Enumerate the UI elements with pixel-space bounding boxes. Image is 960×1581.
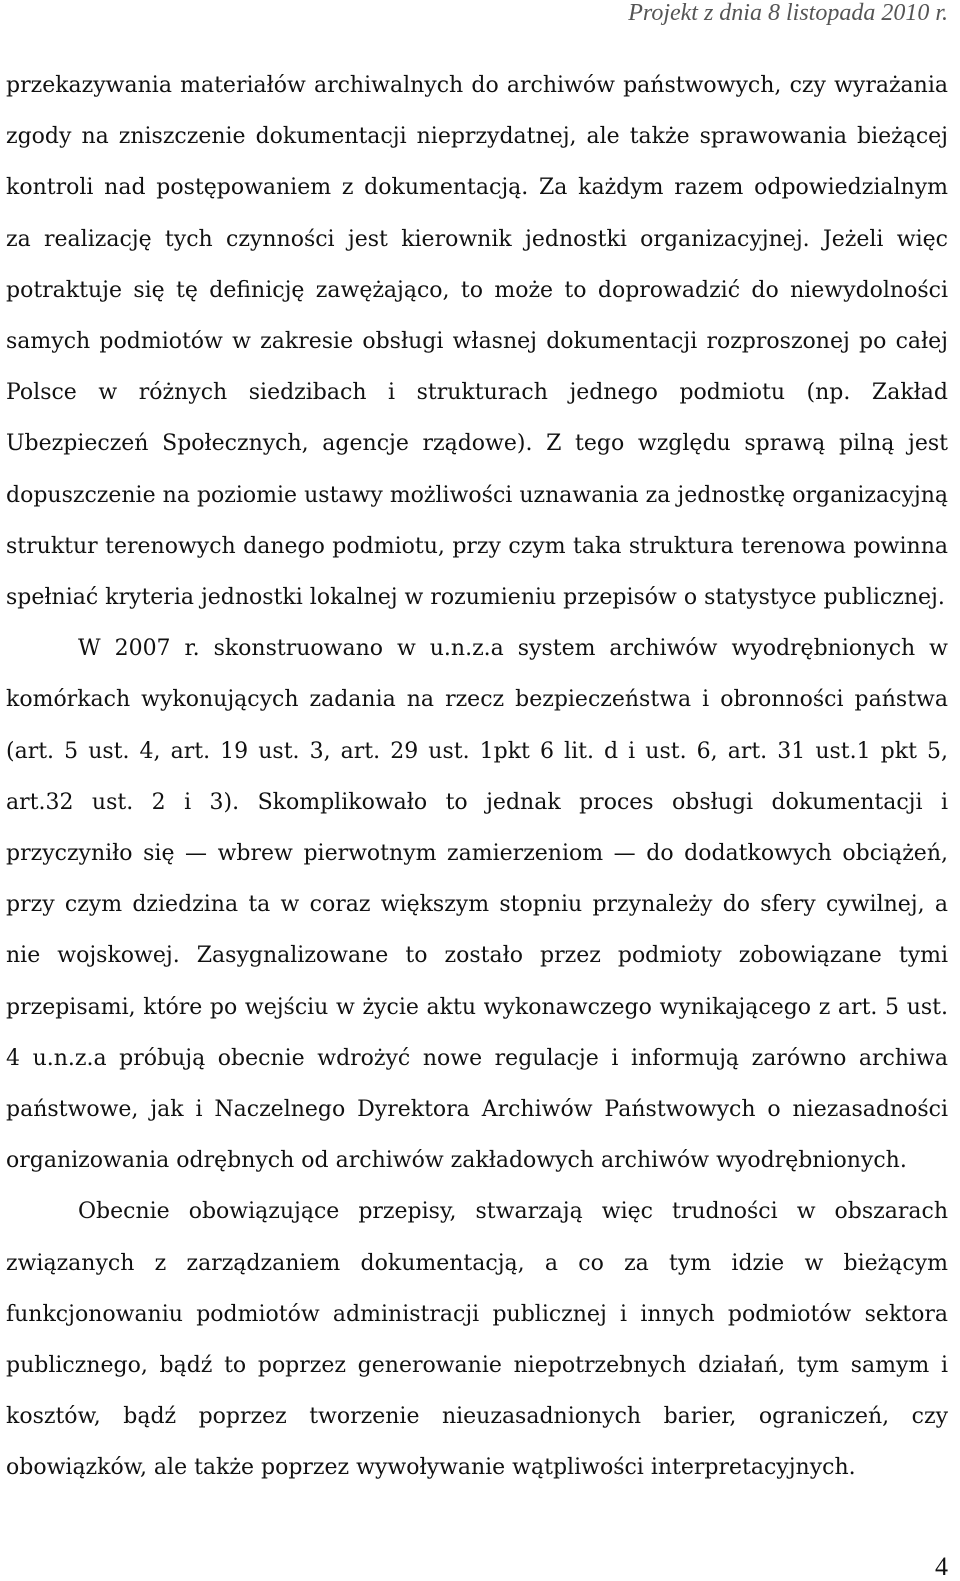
document-header: Projekt z dnia 8 listopada 2010 r.: [628, 0, 948, 26]
paragraph: W 2007 r. skonstruowano w u.n.z.a system archiwów wyodrębnionych w komórkach wykonujących zadania na rzecz bezpieczeństwa i obronności państwa (art. 5 ust. 4, art. 19 ust. 3, art. 29 ust. 1pkt 6 lit. d i ust. 6, art. 31 ust.1 pkt 5, art.32 ust. 2 i 3). Skomplikowało to jednak proces obsługi dokumentacji i przyczyniło się — wbrew pierwotnym zamierzeniom — do dodatkowych obciążeń, przy czym dziedzina ta w coraz większym stopniu przynależy do sfery cywilnej, a nie wojskowej. Zasygnalizowane to zostało przez podmioty zobowiązane tymi przepisami, które po wejściu w życie aktu wykonawczego wynikającego z art. 5 ust. 4 u.n.z.a próbują obecnie wdrożyć nowe regulacje i informują zarówno archiwa państwowe, jak i Naczelnego Dyrektora Archiwów Państwowych o niezasadności organizowania odrębnych od archiwów zakładowych archiwów wyodrębnionych.: [6, 636, 948, 1174]
document-body: [6, 60, 948, 1494]
paragraph: przekazywania materiałów archiwalnych do archiwów państwowych, czy wyrażania zgody na zniszczenie dokumentacji nieprzydatnej, ale także sprawowania bieżącej kontroli nad postępowaniem z dokumentacją. Za każdym razem odpowiedzialnym za realizację tych czynności jest kierownik jednostki organizacyjnej. Jeżeli więc potraktuje się tę definicję zawężająco, to może to doprowadzić do niewydolności samych podmiotów w zakresie obsługi własnej dokumentacji rozproszonej po całej Polsce w różnych siedzibach i strukturach jednego podmiotu (np. Zakład Ubezpieczeń Społecznych, agencje rządowe). Z tego względu sprawą pilną jest dopuszczenie na poziomie ustawy możliwości uznawania za jednostkę organizacyjną struktur terenowych danego podmiotu, przy czym taka struktura terenowa powinna spełniać kryteria jednostki lokalnej w rozumieniu przepisów o statystyce publicznej.: [6, 73, 948, 611]
paragraph: Obecnie obowiązujące przepisy, stwarzają więc trudności w obszarach związanych z zarządzaniem dokumentacją, a co za tym idzie w bieżącym funkcjonowaniu podmiotów administracji publicznej i innych podmiotów sektora publicznego, bądź to poprzez generowanie niepotrzebnych działań, tym samym i kosztów, bądź poprzez tworzenie nieuzasadnionych barier, ograniczeń, czy obowiązków, ale także poprzez wywoływanie wątpliwości interpretacyjnych.: [6, 1199, 948, 1481]
page-number: 4: [935, 1552, 948, 1581]
